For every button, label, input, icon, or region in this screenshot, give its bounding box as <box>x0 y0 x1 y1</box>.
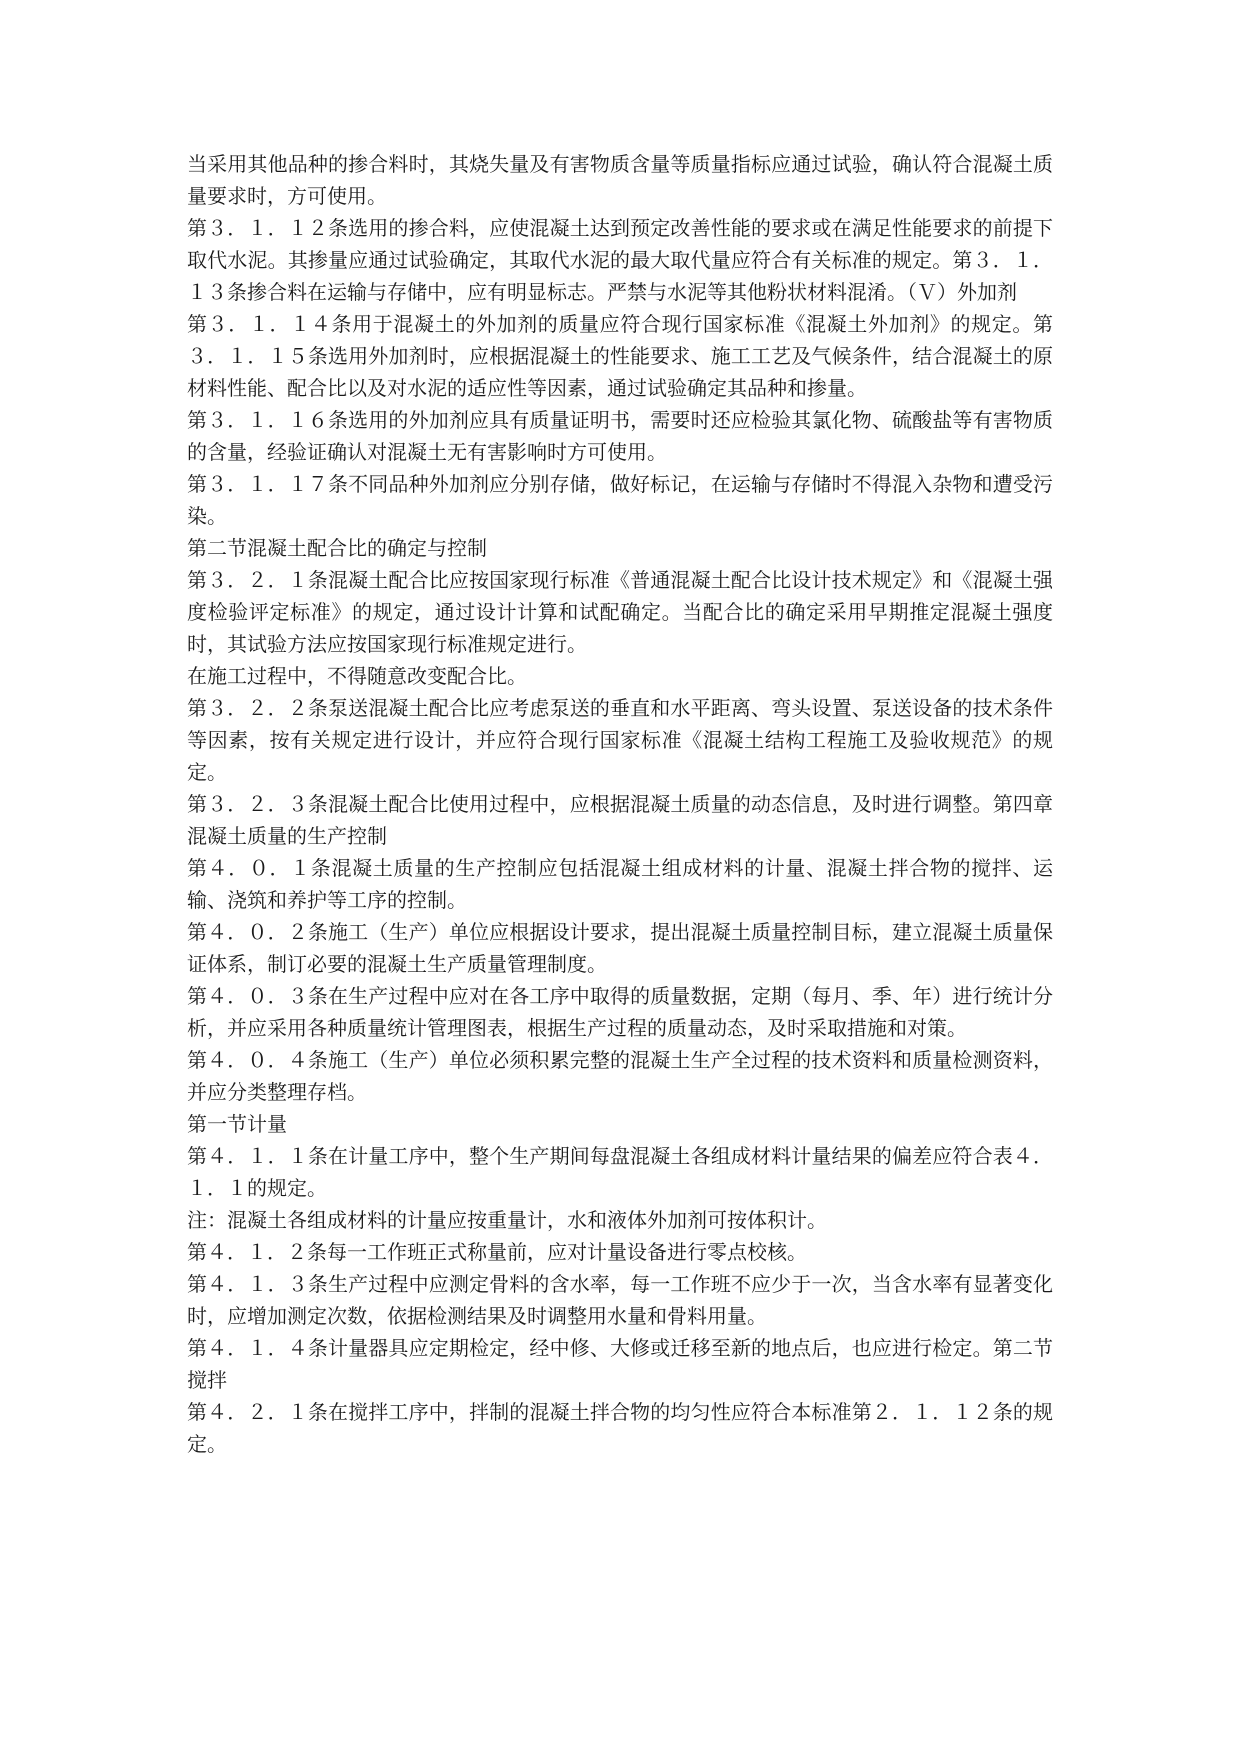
note: 注：混凝土各组成材料的计量应按重量计，水和液体外加剂可按体积计。 <box>187 1208 827 1232</box>
paragraph: 在施工过程中，不得随意改变配合比。 <box>187 664 527 688</box>
paragraph: 第３．１．１６条选用的外加剂应具有质量证明书，需要时还应检验其氯化物、硫酸盐等有害物质的含量，经验证确认对混凝土无有害影响时方可使用。 <box>187 408 1053 464</box>
paragraph: 第４．０．４条施工（生产）单位必须积累完整的混凝土生产全过程的技术资料和质量检测资料，并应分类整理存档。 <box>187 1048 1053 1104</box>
paragraph: 第４．０．３条在生产过程中应对在各工序中取得的质量数据，定期（每月、季、年）进行统计分析，并应采用各种质量统计管理图表，根据生产过程的质量动态，及时采取措施和对策。 <box>187 984 1053 1040</box>
section-heading: 第二节混凝土配合比的确定与控制 <box>187 536 487 560</box>
paragraph: 第４．１．２条每一工作班正式称量前，应对计量设备进行零点校核。 <box>187 1240 807 1264</box>
paragraph: 第３．２．３条混凝土配合比使用过程中，应根据混凝土质量的动态信息，及时进行调整。第四章混凝土质量的生产控制 <box>187 792 1053 848</box>
paragraph: 当采用其他品种的掺合料时，其烧失量及有害物质含量等质量指标应通过试验，确认符合混凝土质量要求时，方可使用。 <box>187 152 1053 208</box>
paragraph: 第３．１．１２条选用的掺合料，应使混凝土达到预定改善性能的要求或在满足性能要求的前提下取代水泥。其掺量应通过试验确定，其取代水泥的最大取代量应符合有关标准的规定。第３．１．１３条掺合料在运输与存储中，应有明显标志。严禁与水泥等其他粉状材料混淆。（Ｖ）外加剂 <box>187 216 1053 304</box>
section-heading: 第一节计量 <box>187 1112 287 1136</box>
paragraph: 第４．２．１条在搅拌工序中，拌制的混凝土拌合物的均匀性应符合本标准第２．１．１２条的规定。 <box>187 1400 1053 1456</box>
paragraph: 第３．１．１７条不同品种外加剂应分别存储，做好标记，在运输与存储时不得混入杂物和遭受污染。 <box>187 472 1053 528</box>
paragraph: 第４．０．２条施工（生产）单位应根据设计要求，提出混凝土质量控制目标，建立混凝土质量保证体系，制订必要的混凝土生产质量管理制度。 <box>187 920 1053 976</box>
paragraph: 第４．０．１条混凝土质量的生产控制应包括混凝土组成材料的计量、混凝土拌合物的搅拌、运输、浇筑和养护等工序的控制。 <box>187 856 1053 912</box>
document-body <box>187 148 1053 1460</box>
paragraph: 第３．２．１条混凝土配合比应按国家现行标准《普通混凝土配合比设计技术规定》和《混凝土强度检验评定标准》的规定，通过设计计算和试配确定。当配合比的确定采用早期推定混凝土强度时，其试验方法应按国家现行标准规定进行。 <box>187 568 1053 656</box>
paragraph: 第４．１．３条生产过程中应测定骨料的含水率，每一工作班不应少于一次，当含水率有显著变化时，应增加测定次数，依据检测结果及时调整用水量和骨料用量。 <box>187 1272 1053 1328</box>
paragraph: 第３．１．１４条用于混凝土的外加剂的质量应符合现行国家标准《混凝土外加剂》的规定。第３．１．１５条选用外加剂时，应根据混凝土的性能要求、施工工艺及气候条件，结合混凝土的原材料性能、配合比以及对水泥的适应性等因素，通过试验确定其品种和掺量。 <box>187 312 1053 400</box>
paragraph: 第４．１．４条计量器具应定期检定，经中修、大修或迁移至新的地点后，也应进行检定。第二节搅拌 <box>187 1336 1053 1392</box>
paragraph: 第４．１．１条在计量工序中，整个生产期间每盘混凝土各组成材料计量结果的偏差应符合表４．１．１的规定。 <box>187 1144 1053 1200</box>
paragraph: 第３．２．２条泵送混凝土配合比应考虑泵送的垂直和水平距离、弯头设置、泵送设备的技术条件等因素，按有关规定进行设计，并应符合现行国家标准《混凝土结构工程施工及验收规范》的规定。 <box>187 696 1053 784</box>
